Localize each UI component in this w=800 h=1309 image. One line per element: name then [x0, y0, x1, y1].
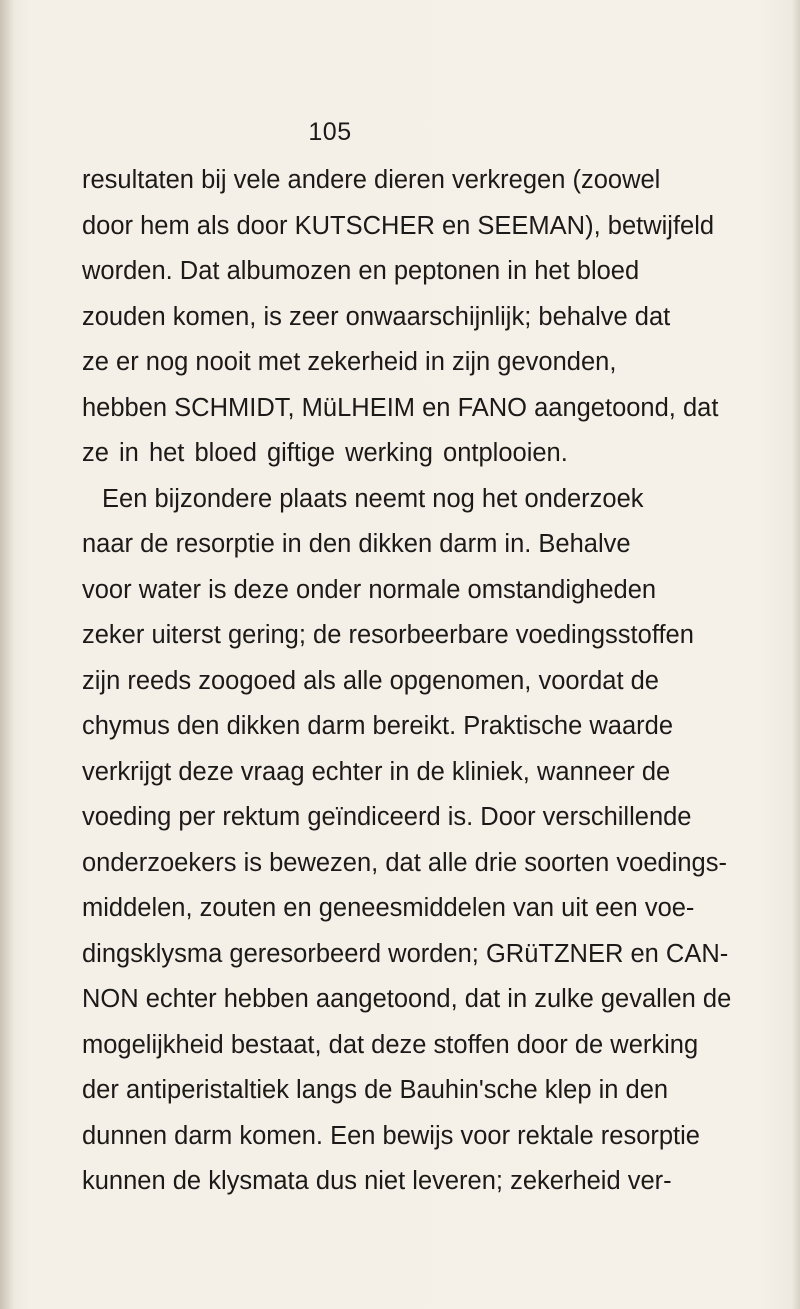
body-text — [82, 158, 732, 1205]
page-edge — [792, 0, 800, 1309]
text-line: door hem als door KUTSCHER en SEEMAN), betwijfeld — [82, 211, 715, 240]
text-line: NON echter hebben aangetoond, dat in zulke gevallen de — [82, 985, 732, 1013]
text-line: ze er nog nooit met zekerheid in zijn gevonden, — [82, 348, 617, 376]
text-line: zijn reeds zoogoed als alle opgenomen, voordat de — [82, 666, 659, 695]
text-line: naar de resorptie in den dikken darm in. Behalve — [82, 530, 631, 558]
text-line: chymus den dikken darm bereikt. Praktische waarde — [82, 712, 674, 740]
text-line: der antiperistaltiek langs de Bauhin'sche klep in den — [82, 1076, 669, 1104]
binding-edge — [0, 0, 14, 1309]
text-line: zouden komen, is zeer onwaarschijnlijk; behalve dat — [82, 302, 671, 331]
page-number: 105 — [308, 118, 352, 146]
text-line: mogelijkheid bestaat, dat deze stoffen door de werking — [82, 1030, 699, 1059]
text-line: worden. Dat albumozen en peptonen in het bloed — [82, 257, 640, 285]
text-line: onderzoekers is bewezen, dat alle drie soorten voedings- — [82, 848, 727, 877]
text-line: voor water is deze onder normale omstandigheden — [82, 575, 657, 604]
text-line: ze in het bloed giftige werking ontplooien. — [82, 439, 568, 467]
text-line: kunnen de klysmata dus niet leveren; zekerheid ver- — [82, 1167, 672, 1195]
text-line: dunnen darm komen. Een bewijs voor rektale resorptie — [82, 1121, 700, 1150]
text-line: middelen, zouten en geneesmiddelen van uit een voe- — [82, 894, 695, 922]
paragraph-start-line: Een bijzondere plaats neemt nog het onderzoek — [102, 484, 644, 513]
text-line: zeker uiterst gering; de resorbeerbare voedingsstoffen — [82, 621, 694, 649]
text-line: resultaten bij vele andere dieren verkregen (zoowel — [82, 166, 661, 194]
text-line: verkrijgt deze vraag echter in de kliniek, wanneer de — [82, 757, 671, 786]
text-line: dingsklysma geresorbeerd worden; GRüTZNER en CAN- — [82, 939, 729, 968]
text-line: hebben SCHMIDT, MüLHEIM en FANO aangetoond, dat — [82, 393, 719, 422]
text-line: voeding per rektum geïndiceerd is. Door verschillende — [82, 803, 692, 831]
